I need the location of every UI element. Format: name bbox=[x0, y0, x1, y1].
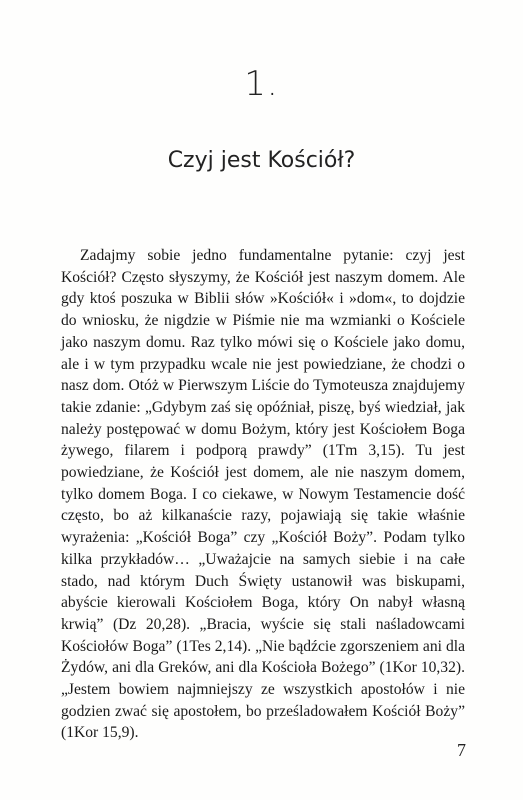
chapter-number: 1. bbox=[244, 64, 279, 104]
page-number: 7 bbox=[457, 740, 466, 760]
body-paragraph: Zadajmy sobie jedno fundamentalne pytanie: czyj jest Kościół? Często słyszymy, że Kościół jest naszym domem. Ale gdy ktoś poszuka w Biblii słów »Kościół« i »dom«, to dojdzie do wniosku, że nigdzie w Piśmie nie ma wzmianki o Kościele jako naszym domu. Raz tylko mówi się o Kościele jako domu, ale i w tym przypadku wcale nie jest powiedziane, że chodzi o nasz dom. Otóż w Pierwszym Liście do Tymoteusza znajdujemy takie zdanie: „Gdybym zaś się opóźniał, piszę, byś wiedział, jak należy postępować w domu Bożym, który jest Kościołem Boga żywego, filarem i podporą prawdy” (1Tm 3,15). Tu jest powiedziane, że Kościół jest domem, ale nie naszym domem, tylko domem Boga. I co ciekawe, w Nowym Testamencie dość często, bo aż kilkanaście razy, pojawiają się takie właśnie wyrażenia: „Kościół Boga” czy „Kościół Boży”. Podam tylko kilka przykładów… „Uważajcie na samych siebie i na całe stado, nad którym Duch Święty ustanowił was biskupami, abyście kierowali Kościołem Boga, który On nabył własną krwią” (Dz 20,28). „Bracia, wyście się stali naśladowcami Kościołów Boga” (1Tes 2,14). „Nie bądźcie zgorszeniem ani dla Żydów, ani dla Greków, ani dla Kościoła Bożego” (1Kor 10,32). „Jestem bowiem najmniejszy ze wszystkich apostołów i nie godzien zwać się apostołem, bo prześladowałem Kościół Boży” (1Kor 15,9). bbox=[61, 247, 465, 742]
chapter-title: Czyj jest Kościół? bbox=[167, 148, 356, 173]
